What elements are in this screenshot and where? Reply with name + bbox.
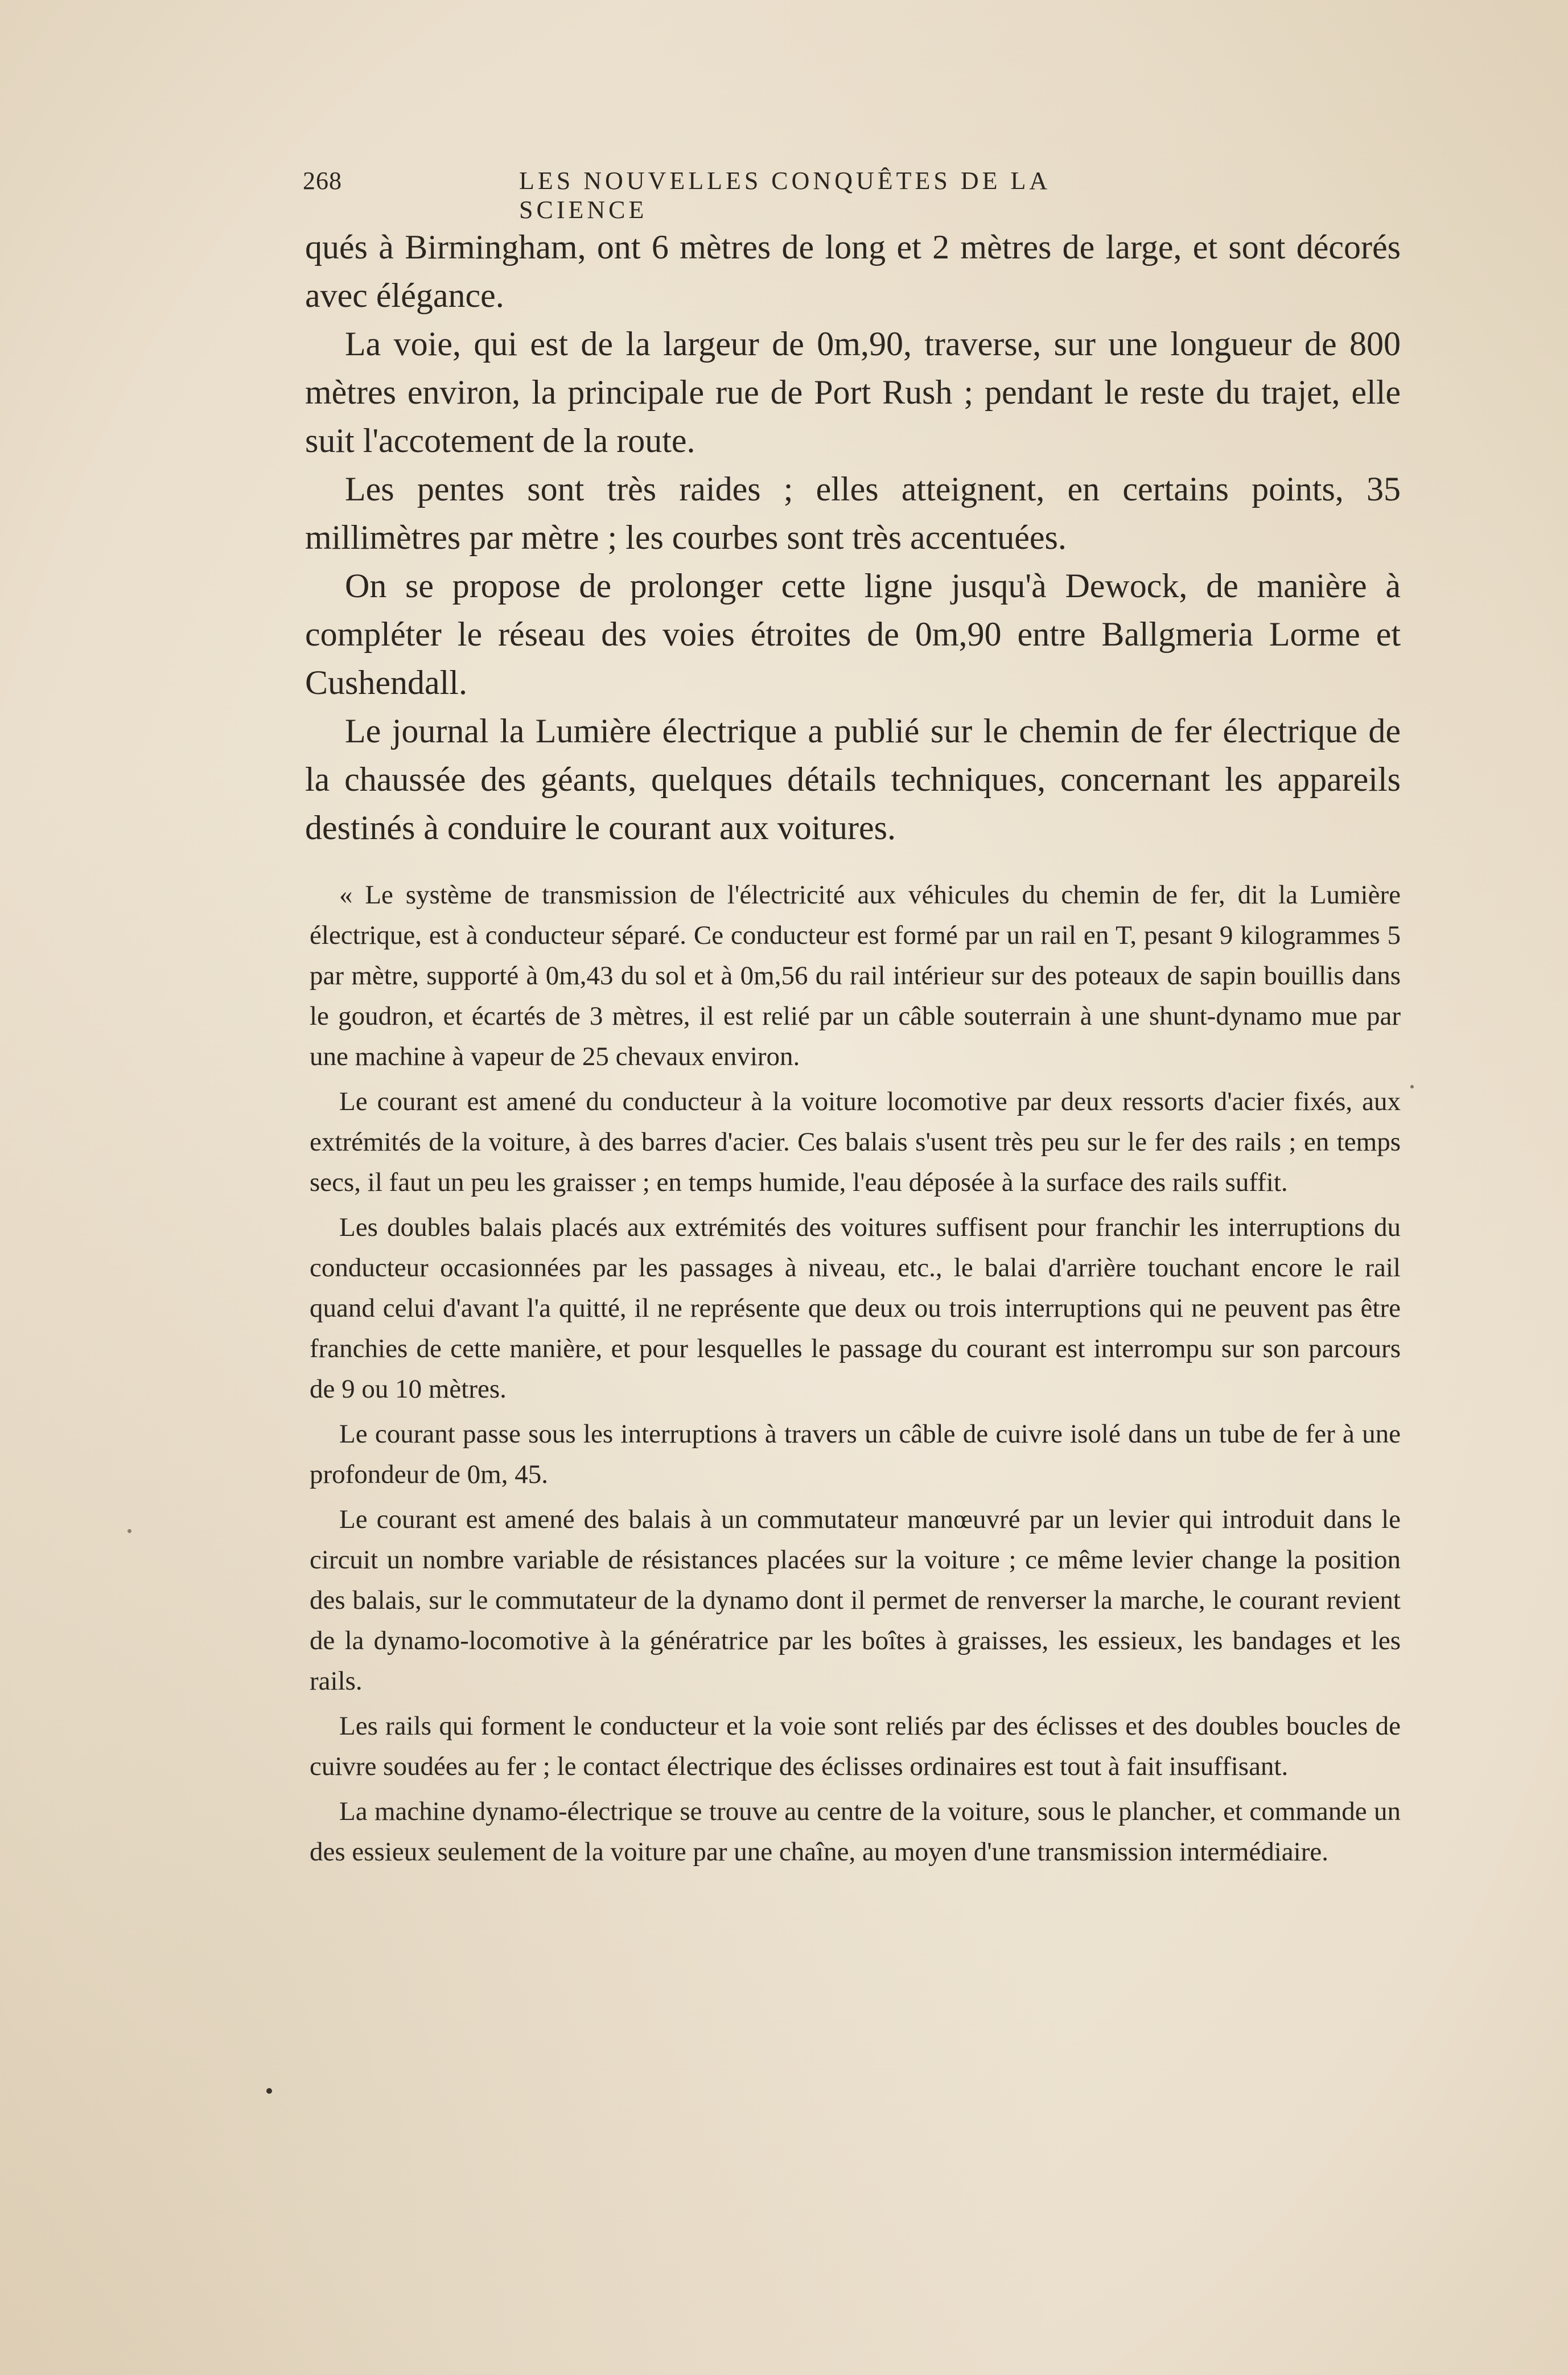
ink-spot: [266, 2088, 272, 2094]
running-title: LES NOUVELLES CONQUÊTES DE LA SCIENCE: [519, 167, 1050, 224]
quote-paragraph-commutator: Le courant est amené des balais à un commutateur manœuvré par un levier qui introduit dans le circuit un nombre variable de résistances placées sur la voiture ; ce même levier change la position des balais, sur le commutateur de la dynamo dont il permet de renverser la marche, le courant revient de la dynamo-locomotive à la génératrice par les boîtes à graisses, les essieux, les bandages et les rails.: [310, 1505, 1401, 1696]
paragraph-slopes: Les pentes sont très raides ; elles atteignent, en certains points, 35 millimètres par mètre ; les courbes sont très accentuées.: [305, 470, 1401, 556]
quote-paragraph-interruptions: Les doubles balais placés aux extrémités des voitures suffisent pour franchir les interruptions du conducteur occasionnées par les passages à niveau, etc., le balai d'arrière touchant encore le rail quand celui d'avant l'a quitté, il ne représente que deux ou trois interruptions qui ne peuvent pas être franchies de cette manière, et pour lesquelles le passage du courant est interrompu sur son parcours de 9 ou 10 mètres.: [310, 1213, 1401, 1404]
page-header: [303, 166, 1179, 224]
paragraph-journal: Le journal la Lumière électrique a publié sur le chemin de fer électrique de la chaussée des géants, quelques détails techniques, concernant les appareils destinés à conduire le courant aux voitures.: [305, 712, 1401, 847]
body-text: [305, 223, 1401, 1877]
quote-paragraph-machine: La machine dynamo-électrique se trouve au centre de la voiture, sous le plancher, et commande un des essieux seulement de la voiture par une chaîne, au moyen d'une transmission intermédiaire.: [310, 1797, 1401, 1867]
paper-speck: [127, 1529, 131, 1533]
quote-paragraph-cable: Le courant passe sous les interruptions à travers un câble de cuivre isolé dans un tube de fer à une profondeur de 0m, 45.: [310, 1419, 1401, 1489]
quoted-passage: [305, 875, 1401, 1872]
paragraph-track-width: La voie, qui est de la largeur de 0m,90, traverse, sur une longueur de 800 mètres environ, la principale rue de Port Rush ; pendant le reste du trajet, elle suit l'accotement de la route.: [305, 325, 1401, 459]
paper-speck: [1410, 1085, 1414, 1088]
paragraph-continued: qués à Birmingham, ont 6 mètres de long et 2 mètres de large, et sont décorés avec élégance.: [305, 228, 1401, 314]
quote-paragraph-rails: Les rails qui forment le conducteur et la voie sont reliés par des éclisses et des doubles boucles de cuivre soudées au fer ; le contact électrique des éclisses ordinaires est tout à fait insuffisant.: [310, 1711, 1401, 1781]
paragraph-extension: On se propose de prolonger cette ligne jusqu'à Dewock, de manière à compléter le réseau des voies étroites de 0m,90 entre Ballgmeria Lorme et Cushendall.: [305, 567, 1401, 701]
quote-paragraph-transmission: « Le système de transmission de l'électricité aux véhicules du chemin de fer, dit la Lumière électrique, est à conducteur séparé. Ce conducteur est formé par un rail en T, pesant 9 kilogrammes 5 par mètre, supporté à 0m,43 du sol et à 0m,56 du rail intérieur sur des poteaux de sapin bouillis dans le goudron, et écartés de 3 mètres, il est relié par un câble souterrain à une shunt-dynamo mue par une machine à vapeur de 25 chevaux environ.: [310, 880, 1401, 1071]
quote-paragraph-brushes: Le courant est amené du conducteur à la voiture locomotive par deux ressorts d'acier fixés, aux extrémités de la voiture, à des barres d'acier. Ces balais s'usent très peu sur le fer des rails ; en temps secs, il faut un peu les graisser ; en temps humide, l'eau déposée à la surface des rails suffit.: [310, 1087, 1401, 1197]
page-number: 268: [303, 167, 342, 195]
